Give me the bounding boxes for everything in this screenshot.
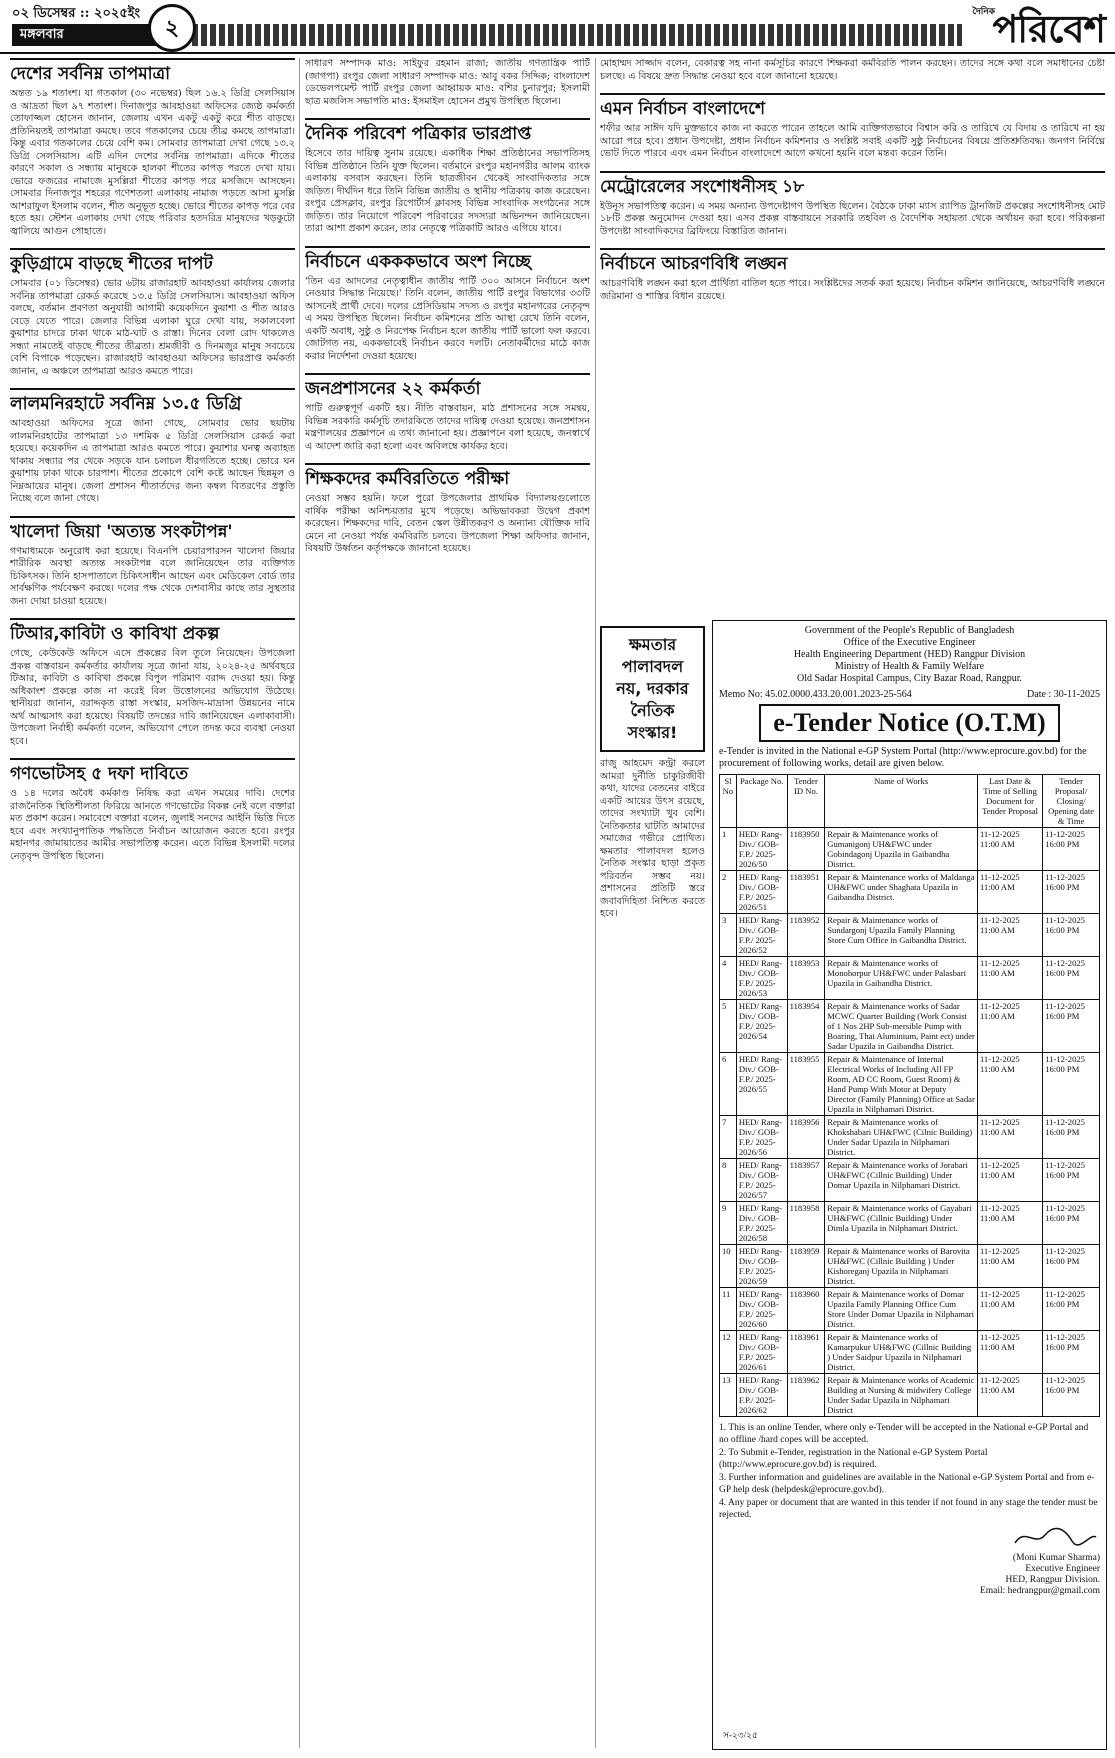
note-item: 1. This is an online Tender, where only e-Tender will be accepted in the National e-GP Portal and no offline /hard copes will be accepted. <box>719 1423 1089 1445</box>
column-divider <box>299 58 300 1748</box>
table-cell: 11-12-2025 11:00 AM <box>977 1159 1042 1202</box>
note-item: 3. Further information and guidelines are available in the National e-GP System Portal and from e-GP help desk (helpdesk@eprocure.gov.bd). <box>719 1473 1095 1495</box>
table-cell: 2 <box>720 871 737 914</box>
table-cell: Repair & Maintenance works of Gumanigonj UH&FWC under Gobindagonj Upazila in Gaibandha District. <box>825 828 978 871</box>
table-cell: 1183956 <box>787 1116 825 1159</box>
column-header: Sl No <box>720 775 737 828</box>
table-cell: 5 <box>720 1000 737 1053</box>
logo-prefix: দৈনিক <box>972 7 995 17</box>
article <box>600 248 1105 303</box>
article-body: 'তিন এর আদলের নেতৃত্বাধীন জাতীয় পার্টি ৩০০ আসনে নির্বাচনে অংশ নেওয়ার সিদ্ধান্ত নিয়েছে।' তিনি বলেন, জাতীয় পার্টি রংপুর বিভাগের ৩৩টি আসনেই প্রার্থী দেবে। দলের প্রেসিডিয়াম সদস্য ও রংপুর মহানগরের নেতৃবৃন্দ এ সময় উপস্থিত ছিলেন। নির্বাচন কমিশনের প্রতি আস্থা রেখে তিনি বলেন, একটি অবাধ, সুষ্ঠু ও নিরপেক্ষ নির্বাচন হলে জাতীয় পার্টি ভালো ফল করবে। জোটগত নয়, এককভাবেই নির্বাচন করবে দলটি। নেতাকর্মীদের মাঠে কাজ করার নির্দেশনা দেওয়া হয়েছে। <box>305 275 590 362</box>
issuer-line: Office of the Executive Engineer <box>843 637 976 648</box>
table-cell: 1183953 <box>787 957 825 1000</box>
table-cell: 11-12-2025 11:00 AM <box>977 1053 1042 1116</box>
signer-line: (Moni Kumar Sharma) <box>1012 1553 1100 1563</box>
article-headline: শিক্ষকদের কর্মবিরতিতে পরীক্ষা <box>305 463 590 489</box>
table-cell: 11-12-2025 16:00 PM <box>1043 1053 1100 1116</box>
tender-intro: e-Tender is invited in the National e-GP System Portal (http://www.eprocure.gov.bd) for the procurement of following works, detail are given below. <box>719 746 1087 769</box>
table-cell: 11-12-2025 16:00 PM <box>1043 1159 1100 1202</box>
table-cell: Repair & Maintenance works of Academic Building at Nursing & midwifery College Under Sadar Upazila in Nilphamari District <box>825 1374 978 1417</box>
table-cell: 13 <box>720 1374 737 1417</box>
table-cell: HED/ Rang-Div./ GOB-F.P./ 2025-2026/62 <box>736 1374 787 1417</box>
table-cell: 11-12-2025 11:00 AM <box>977 1288 1042 1331</box>
memo-line <box>719 689 1100 700</box>
table-cell: Repair & Maintenance of Internal Electrical Works of Including All FP Room, AD CC Room, Guest Room) & Hand Pump With Motor at Deputy Director (Family Planning) Office at Sadar Upazila in Nilphamari District. <box>825 1053 978 1116</box>
article-headline: কুড়িগ্রামে বাড়ছে শীতের দাপট <box>10 248 295 274</box>
table-cell: 3 <box>720 914 737 957</box>
issuer-line: Health Engineering Department (HED) Rangpur Division <box>793 649 1026 660</box>
table-cell: 1183962 <box>787 1374 825 1417</box>
table-row <box>720 1116 1100 1159</box>
article-headline: জনপ্রশাসনের ২২ কর্মকর্তা <box>305 373 590 399</box>
table-cell: HED/ Rang-Div./ GOB-F.P./ 2025-2026/52 <box>736 914 787 957</box>
article-headline: নির্বাচনে আচরণবিধি লঙ্ঘন <box>600 248 1105 274</box>
table-row <box>720 1000 1100 1053</box>
table-cell: Repair & Maintenance works of Sundargonj Upazila Family Planning Store Cum Office in Gaibandha District. <box>825 914 978 957</box>
issue-date: ০২ ডিসেম্বর :: ২০২৫ইং <box>12 6 141 21</box>
table-cell: 12 <box>720 1331 737 1374</box>
table-cell: 11-12-2025 11:00 AM <box>977 1116 1042 1159</box>
article <box>10 516 295 609</box>
article-body: সাধারণ সম্পাদক মাও: সাইফুর রহমান রাজা; জাতীয় গণতান্ত্রিক পার্টি (জাগপা) রংপুর জেলা সাধারণ সম্পাদক মাও: আবু বকর সিদ্দিক; বাংলাদেশ ডেভেলপমেন্ট পার্টি রংপুর জেলা আহ্বায়ক মাও: বশির চুনারপুর; ইসলামী ছাত্র মজলিস সভাপতি মাও: ইসমাইল হোসেন প্রমুখ উপস্থিত ছিলেন। <box>305 58 590 107</box>
table-cell: Repair & Maintenance works of Maldanga UH&FWC under Shaghata Upazila in Gaibandha District. <box>825 871 978 914</box>
table-cell: 1183951 <box>787 871 825 914</box>
table-cell: Repair & Maintenance works of Jorabari UH&FWC (Cillnic Building) Under Domar Upazila in Nilphamari District. <box>825 1159 978 1202</box>
table-cell: 11-12-2025 11:00 AM <box>977 1202 1042 1245</box>
table-cell: Repair & Maintenance works of Sadar MCWC Quarter Building (Work Consist of 1 Nos 2HP Sub-mersible Pump with Boaring, Thai Aluminium, Paint ect) under Sadar Upazila in Gaibandha District. <box>825 1000 978 1053</box>
article-body: আচরণবিধি লঙ্ঘন করা হলে প্রার্থিতা বাতিল হতে পারে। সংশ্লিষ্টদের সতর্ক করা হয়েছে। নির্বাচন কমিশন জানিয়েছে, আচরণবিধি লঙ্ঘনে জরিমানা ও শাস্তির বিধান রয়েছে। <box>600 278 1105 302</box>
table-cell: 9 <box>720 1202 737 1245</box>
signer-line: HED, Rangpur Division. <box>1005 1575 1100 1585</box>
column-header: Package No. <box>736 775 787 828</box>
table-cell: HED/ Rang-Div./ GOB-F.P./ 2025-2026/59 <box>736 1245 787 1288</box>
article <box>600 58 1105 83</box>
article-headline: মেট্রোরেলের সংশোধনীসহ ১৮ <box>600 171 1105 197</box>
signature-block <box>719 1525 1100 1597</box>
table-cell: 10 <box>720 1245 737 1288</box>
article <box>10 758 295 863</box>
table-cell: 11-12-2025 11:00 AM <box>977 871 1042 914</box>
article-headline: দৈনিক পরিবেশ পত্রিকার ভারপ্রাপ্ত <box>305 118 590 144</box>
tender-notes <box>719 1423 1100 1521</box>
table-cell: 6 <box>720 1053 737 1116</box>
article <box>10 248 295 378</box>
column-3-narrow <box>600 620 705 1750</box>
article-body: সোমবার (০১ ডিসেম্বর) ভোর ৬টায় রাজারহাট আবহাওয়া কার্যালয় জেলার সর্বনিম্ন তাপমাত্রা রেকর্ড করেছে ১৩.৫ ডিগ্রি সেলসিয়াস। আবহাওয়া অফিস বলছে, বর্তমান প্রবণতা অনুযায়ী আগামী কয়েকদিনে কুয়াশা ও শীত আরও বেড়ে যেতে পারে। জেলার বিভিন্ন এলাকা ঘুরে দেখা যায়, সকালবেলা কুয়াশার চাদরে ঢাকা থাকে মাঠ-ঘাট ও রাস্তা। দিনের বেলা রোদ থাকলেও সন্ধ্যা নামতেই বাড়ছে শীতের তীব্রতা। শ্রমজীবী ও দিনমজুর মানুষ সবচেয়ে বেশি বিপাকে পড়েছেন। রাজারহাট আবহাওয়া অফিসের ভারপ্রাপ্ত কর্মকর্তা জানান, এ অঞ্চলে তাপমাত্রা আরও কমতে পারে। <box>10 278 295 377</box>
table-cell: 1183960 <box>787 1288 825 1331</box>
article-headline: গণভোটসহ ৫ দফা দাবিতে <box>10 758 295 784</box>
table-cell: 11 <box>720 1288 737 1331</box>
table-row <box>720 1374 1100 1417</box>
table-row <box>720 871 1100 914</box>
article <box>305 246 590 364</box>
article <box>305 118 590 236</box>
signer-line[interactable]: Email: hedrangpur@gmail.com <box>979 1586 1100 1596</box>
weekday-bar: মঙ্গলবার <box>12 24 160 46</box>
table-cell: 1183958 <box>787 1202 825 1245</box>
article-headline: এমন নির্বাচন বাংলাদেশে <box>600 93 1105 119</box>
table-cell: 11-12-2025 11:00 AM <box>977 828 1042 871</box>
table-cell: 11-12-2025 11:00 AM <box>977 914 1042 957</box>
table-cell: 11-12-2025 16:00 PM <box>1043 1202 1100 1245</box>
table-cell: Repair & Maintenance works of Gayabari UH&FWC (Cillnic Building) Under Dimla Upazila in Nilphamari District. <box>825 1202 978 1245</box>
table-row <box>720 1159 1100 1202</box>
issuer-block <box>719 625 1100 685</box>
table-cell: Repair & Maintenance works of Khokshabari UH&FWC (Cilnic Building) Under Sadar Upazila in Nilphamari District. <box>825 1116 978 1159</box>
memo-number: Memo No: 45.02.0000.433.20.001.2023-25-564 <box>719 689 912 700</box>
article-body: নেওয়া সম্ভব হয়নি। ফলে পুরো উপজেলার প্রাথমিক বিদ্যালয়গুলোতে বার্ষিক পরীক্ষা অনিশ্চয়তার মুখে পড়েছে। অভিভাবকরা উদ্বেগ প্রকাশ করেছেন। শিক্ষকদের দাবি, বেতন স্কেল উন্নীতকরণ ও অন্যান্য যৌক্তিক দাবি মেনে না নেওয়া পর্যন্ত কর্মবিরতি চলবে। উপজেলা শিক্ষা অফিসার জানান, বিষয়টি উর্ধ্বতন কর্তৃপক্ষকে জানানো হয়েছে। <box>305 493 590 554</box>
table-cell: 11-12-2025 16:00 PM <box>1043 957 1100 1000</box>
tender-notice <box>712 620 1107 1750</box>
signer-line: Executive Engineer <box>1025 1564 1100 1574</box>
article <box>305 58 590 108</box>
table-cell: HED/ Rang-Div./ GOB-F.P./ 2025-2026/50 <box>736 828 787 871</box>
table-row <box>720 914 1100 957</box>
table-cell: HED/ Rang-Div./ GOB-F.P./ 2025-2026/58 <box>736 1202 787 1245</box>
column-header: Name of Works <box>825 775 978 828</box>
article-body: আবহাওয়া অফিসের সূত্রে জানা গেছে, সোমবার ভোর ছয়টায় লালমনিরহাটের তাপমাত্রা ১৩ দশমিক ৫ ডিগ্রি সেলসিয়াস রেকর্ড করা হয়েছে। কয়েকদিন এ তাপমাত্রা আরও কমতে পারে। কুয়াশার ঘনত্ব অব্যাহত থাকায় সন্ধ্যার পর থেকে সড়কে যান চলাচল ধীরগতিতে হচ্ছে। ভোরে ঘন কুয়াশায় ঢাকা থাকে চারপাশ। শীতের প্রকোপে বেশি কষ্টে আছেন ছিন্নমূল ও নিম্নআয়ের মানুষ। জেলা প্রশাসন শীতার্তদের জন্য কম্বল বিতরণের প্রস্তুতি নিচ্ছে বলে জানা গেছে। <box>10 418 295 504</box>
article-headline: দেশের সর্বনিম্ন তাপমাত্রা <box>10 58 295 84</box>
article-body: হিসেবে তার দায়িত্ব সুনাম রয়েছে। একাধিক শিক্ষা প্রতিষ্ঠানের সভাপতিসহ বিভিন্ন প্রতিষ্ঠানে তিনি যুক্ত ছিলেন। বর্তমানে রংপুর মহানগরীর আলম ব্যাংক এলাকায় বসবাস করছেন। তিনি ছাত্রজীবন থেকেই সাংবাদিকতার সঙ্গে জড়িত। দীর্ঘদিন ধরে তিনি বিভিন্ন জাতীয় ও স্থানীয় পত্রিকায় কাজ করেছেন। রংপুর প্রেসক্লাব, রংপুর রিপোর্টার্স ক্লাবসহ বিভিন্ন সাংবাদিক সংগঠনের সঙ্গে জড়িত। তার নিয়োগে পরিবেশ পরিবারের সদস্যরা অভিনন্দন জানিয়েছেন। তারা আশা প্রকাশ করেন, তার নেতৃত্বে পত্রিকাটি আরও এগিয়ে যাবে। <box>305 148 590 234</box>
table-cell: 1183950 <box>787 828 825 871</box>
article-body: ইউনূস সভাপতিত্ব করেন। এ সময় অন্যান্য উপদেষ্টাগণ উপস্থিত ছিলেন। বৈঠকে ঢাকা ম্যাস র‌্যাপিড ট্রানজিট প্রকল্পের সংশোধনীসহ মোট ১৮টি প্রকল্প অনুমোদন দেওয়া হয়। এসব প্রকল্প বাস্তবায়নে সরকারি তহবিল ও বৈদেশিক সহায়তা থেকে অর্থায়ন করা হবে। পরিকল্পনা উপদেষ্টা সাংবাদিকদের ব্রিফিংয়ে বিস্তারিত জানান। <box>600 200 1105 237</box>
article-headline: নির্বাচনে একককভাবে অংশ নিচ্ছে <box>305 246 590 272</box>
table-cell: 11-12-2025 16:00 PM <box>1043 1116 1100 1159</box>
table-cell: HED/ Rang-Div./ GOB-F.P./ 2025-2026/54 <box>736 1000 787 1053</box>
article-body: পাটি গুরুত্বপূর্ণ একটি হয়। নীতি বাস্তবায়ন, মাঠ প্রশাসনের সঙ্গে সমন্বয়, বিভিন্ন সরকারি কর্মসূচি তদারকিতে তাদের দায়িত্ব দেওয়া হয়েছে। জনপ্রশাসন মন্ত্রণালয়ের প্রজ্ঞাপনে এ তথ্য জানানো হয়। প্রজ্ঞাপনে বলা হয়েছে, জনস্বার্থে এ আদেশ জারি করা হলো এবং অবিলম্বে কার্যকর হবে। <box>305 403 590 452</box>
table-cell: 11-12-2025 11:00 AM <box>977 957 1042 1000</box>
table-cell: HED/ Rang-Div./ GOB-F.P./ 2025-2026/56 <box>736 1116 787 1159</box>
newspaper-logo: পরিবেশ <box>992 7 1105 51</box>
table-cell: 1183955 <box>787 1053 825 1116</box>
table-row <box>720 1202 1100 1245</box>
article <box>305 373 590 453</box>
column-header: Tender ID No. <box>787 775 825 828</box>
table-row <box>720 828 1100 871</box>
article-body: অন্তত ১৯ শতাংশ। যা গতকাল (৩০ নভেম্বর) ছিল ১৬.২ ডিগ্রি সেলসিয়াস ও আদ্রতা ছিল ৯৭ শতাংশ। দিনাজপুর আবহাওয়া অফিসের জ্যেষ্ঠ কর্মকর্তা তোফাজ্জল হোসেন জানান, জেলায় এখন একটু একটু করে শীত বাড়ছে। প্রতিনিয়তই তাপমাত্রা কমছে। তবে গতকালের চেয়ে তীব্র কমছে তাপমাত্রা। কিন্তু এবার গতকালের চেয়ে বেশি কম। সোমবার তাপমাত্রা দেখা গেছে ১৩.২ ডিগ্রি সেলসিয়াস। এটি এদিন দেশের সর্বনিম্ন তাপমাত্রা। এদিকে শীতের কারণে সকাল ও সন্ধ্যায় মানুষকে হালকা শীতের কাপড় পরতে দেখা যায়। ভোরে ফজরের নামাজে মুসল্লিরা শীতের কাপড় পরে মসজিদে আসছেন। সোমবার দিনাজপুর শহরের গণেশতলা এলাকায় নামাজ পড়তে আসা মুসল্লি আশরাফুল ইসলাম বলেন, শীত অনুভূত হচ্ছে। ভোরে শীতের কাপড় পরে বের হতে হয়। স্টেশন এলাকায় দেখা গেছে পরিবার হতদরিদ্র মানুষদের খড়কুটো জ্বালিয়ে আগুন পোহাতে। <box>10 88 295 237</box>
article-body: গণমাধ্যমকে অনুরোধ করা হয়েছে। বিএনপি চেয়ারপারসন খালেদা জিয়ার শারীরিক অবস্থা অত্যন্ত সংকটাপন্ন বলে জানিয়েছেন তার ব্যক্তিগত চিকিৎসক। তিনি হাসপাতালে চিকিৎসাধীন আছেন এবং মেডিকেল বোর্ড তার সার্বক্ষণিক পর্যবেক্ষণ করছে। দলের পক্ষ থেকে দেশবাসীর কাছে তার সুস্থতার জন্য দোয়া চাওয়া হয়েছে। <box>10 545 295 607</box>
table-row <box>720 1331 1100 1374</box>
table-header-row <box>720 775 1100 828</box>
article <box>10 618 295 748</box>
table-row <box>720 1053 1100 1116</box>
article-headline: টিআর,কাবিটা ও কাবিখা প্রকল্প <box>10 618 295 644</box>
table-cell: 1183952 <box>787 914 825 957</box>
article-body: ও ১৪ দলের অবৈধ কর্মকাণ্ড নিষিদ্ধ করা এখন সময়ের দাবি। দেশের রাজনৈতিক স্থিতিশীলতা ফিরিয়ে আনতে গণভোটের বিকল্প নেই বলে বক্তারা মত প্রকাশ করেন। সমাবেশে বক্তারা বলেন, জুলাই সনদের আইনি ভিত্তি দিতে হবে এবং সংখ্যানুপাতিক পদ্ধতিতে নির্বাচন আয়োজন করতে হবে। রংপুর মহানগর জামায়াতের আমীর সভাপতিত্ব করেন। এতে বিভিন্ন ইসলামী দলের নেতৃবৃন্দ উপস্থিত ছিলেন। <box>10 788 295 862</box>
table-cell: 11-12-2025 16:00 PM <box>1043 828 1100 871</box>
table-cell: Repair & Maintenance works of Monohorpur UH&FWC under Palasbari Upazila in Gaibandha District. <box>825 957 978 1000</box>
table-cell: 11-12-2025 16:00 PM <box>1043 1374 1100 1417</box>
table-cell: 11-12-2025 16:00 PM <box>1043 1245 1100 1288</box>
table-row <box>720 1245 1100 1288</box>
table-cell: 11-12-2025 16:00 PM <box>1043 1331 1100 1374</box>
column-divider <box>595 58 596 1748</box>
note-item: 2. To Submit e-Tender, registration in the National e-GP System Portal (http://www.eprocure.gov.bd) is required. <box>719 1448 988 1470</box>
table-cell: 11-12-2025 16:00 PM <box>1043 914 1100 957</box>
table-cell: 1183954 <box>787 1000 825 1053</box>
table-cell: 11-12-2025 11:00 AM <box>977 1000 1042 1053</box>
table-cell: 11-12-2025 11:00 AM <box>977 1331 1042 1374</box>
issuer-line: Ministry of Health & Family Welfare <box>834 661 985 672</box>
boxed-headline: ক্ষমতার পালাবদল নয়, দরকার নৈতিক সংস্কার! <box>600 626 705 752</box>
memo-date: Date : 30-11-2025 <box>1027 689 1100 700</box>
table-cell: 7 <box>720 1116 737 1159</box>
signature-mark <box>1010 1525 1100 1549</box>
article <box>10 58 295 238</box>
issuer-line: Government of the People's Republic of Bangladesh <box>804 625 1015 636</box>
article-body: শফীর আর সাঈদ যদি মুক্তভাবে কাজ না করতে পারেন তাহলে আমি ব্যক্তিগতভাবে বিশ্বাস করি ও তারিখে যে বিদায় ও তারিখে না হয় আরো পরে হবে। প্রধান উপদেষ্টা, প্রধান নির্বাচন কমিশনার ও সংশ্লিষ্ট সবাই একটি সুষ্ঠু নির্বাচনের বিষয়ে প্রতিশ্রুতিবদ্ধ। জনগণ নির্বিঘ্নে ভোট দিতে পারবে এবং এমন নির্বাচন বাংলাদেশে আগে কখনো হয়নি বলে মন্তব্য করেন তিনি। <box>600 123 1105 159</box>
table-cell: 4 <box>720 957 737 1000</box>
article <box>600 93 1105 161</box>
table-cell: HED/ Rang-Div./ GOB-F.P./ 2025-2026/55 <box>736 1053 787 1116</box>
table-cell: 11-12-2025 11:00 AM <box>977 1245 1042 1288</box>
table-cell: HED/ Rang-Div./ GOB-F.P./ 2025-2026/51 <box>736 871 787 914</box>
tender-title: e-Tender Notice (O.T.M) <box>759 704 1060 742</box>
page-header <box>0 0 1115 54</box>
table-cell: 1183959 <box>787 1245 825 1288</box>
table-cell: 11-12-2025 11:00 AM <box>977 1374 1042 1417</box>
article-body: রাজু আহমেদ কন্ট্রা করলে আমরা দুর্নীতি চাকুরিজীবী কথা, যাদের বেতনের বাইরে একটি আয়ের উৎস রয়েছে, তাদের সংখ্যাটা খুব বেশি। নৈতিকতার ঘাটতি আমাদের সমাজের গভীরে প্রোথিত। ক্ষমতার পালাবদল হলেও নৈতিক সংস্কার ছাড়া প্রকৃত পরিবর্তন সম্ভব নয়। প্রশাসনের প্রতিটি স্তরে জবাবদিহিতা নিশ্চিত করতে হবে। <box>600 758 705 919</box>
column-2 <box>305 58 590 1748</box>
table-cell: Repair & Maintenance works of Domar Upazila Family Planning Office Cum Store Under Domar Upazila in Nilphamari District. <box>825 1288 978 1331</box>
table-cell: 1 <box>720 828 737 871</box>
column-header: Last Date & Time of Selling Document for Tender Proposal <box>977 775 1042 828</box>
tender-table <box>719 774 1100 1417</box>
table-cell: HED/ Rang-Div./ GOB-F.P./ 2025-2026/53 <box>736 957 787 1000</box>
table-cell: 1183961 <box>787 1331 825 1374</box>
ad-code: স-২৩/২৫ <box>723 1730 758 1740</box>
table-cell: Repair & Maintenance works of Barovita UH&FWC (Cillnic Building ) Under Kishoreganj Upazila in Nilphamari District. <box>825 1245 978 1288</box>
column-1 <box>10 58 295 1748</box>
table-cell: 11-12-2025 16:00 PM <box>1043 1288 1100 1331</box>
column-3 <box>600 58 1105 618</box>
issuer-line: Old Sadar Hospital Campus, City Bazar Road, Rangpur. <box>797 673 1022 684</box>
table-cell: 8 <box>720 1159 737 1202</box>
note-item: 4. Any paper or document that are wanted in this tender if not found in any stage the tender must be rejected. <box>719 1498 1098 1520</box>
table-cell: HED/ Rang-Div./ GOB-F.P./ 2025-2026/60 <box>736 1288 787 1331</box>
page-number: ২ <box>148 4 196 52</box>
article-body: মোহাম্মদ সাজ্জাদ বলেন, বেকারত্ব সহ নানা কর্মসূচির কারণে শিক্ষকরা কর্মবিরতি পালন করছেন। তাদের সঙ্গে কথা বলে সমাধানের চেষ্টা চলছে। এ বিষয়ে দ্রুত সিদ্ধান্ত নেওয়া হবে বলে জানানো হয়েছে। <box>600 58 1105 82</box>
table-cell: HED/ Rang-Div./ GOB-F.P./ 2025-2026/57 <box>736 1159 787 1202</box>
article <box>305 463 590 556</box>
table-cell: HED/ Rang-Div./ GOB-F.P./ 2025-2026/61 <box>736 1331 787 1374</box>
table-cell: 1183957 <box>787 1159 825 1202</box>
table-cell: 11-12-2025 16:00 PM <box>1043 871 1100 914</box>
header-stripe <box>192 24 962 46</box>
table-row <box>720 1288 1100 1331</box>
article-headline: খালেদা জিয়া 'অত্যন্ত সংকটাপন্ন' <box>10 516 295 542</box>
article <box>600 171 1105 239</box>
article-headline: লালমনিরহাটে সর্বনিম্ন ১৩.৫ ডিগ্রি <box>10 388 295 414</box>
table-cell: 11-12-2025 16:00 PM <box>1043 1000 1100 1053</box>
table-cell: Repair & Maintenance works of Kamarpukur UH&FWC (Cillnic Building ) Under Saidpur Upazila in Nilphamari District. <box>825 1331 978 1374</box>
table-row <box>720 957 1100 1000</box>
column-header: Tender Proposal/ Closing/ Opening date & Time <box>1043 775 1100 828</box>
article-body: গেছে, কেউকেউ অফিসে এসে প্রকল্পের বিল তুলে নিয়েছেন। উপজেলা প্রকল্প বাস্তবায়ন কর্মকর্তার কার্যালয় সূত্রে জানা যায়, ২০২৪-২৫ অর্থবছরে টিআর, কাবিটা ও কাবিখা প্রকল্পে বিপুল পরিমাণ বরাদ্দ দেওয়া হয়। কিন্তু অধিকাংশ প্রকল্পে কাজ না করেই বিল উত্তোলনের অভিযোগ উঠেছে। স্থানীয়রা জানান, বরাদ্দকৃত রাস্তা সংস্কার, মসজিদ-মাদ্রাসা উন্নয়নের নামে অর্থ আত্মসাৎ করা হয়েছে। বিষয়টি তদন্তের দাবি জানিয়েছেন এলাকাবাসী। উপজেলা নির্বাহী কর্মকর্তা বলেন, অভিযোগ পেলে তদন্ত করে ব্যবস্থা নেওয়া হবে। <box>10 648 295 747</box>
article <box>10 388 295 506</box>
